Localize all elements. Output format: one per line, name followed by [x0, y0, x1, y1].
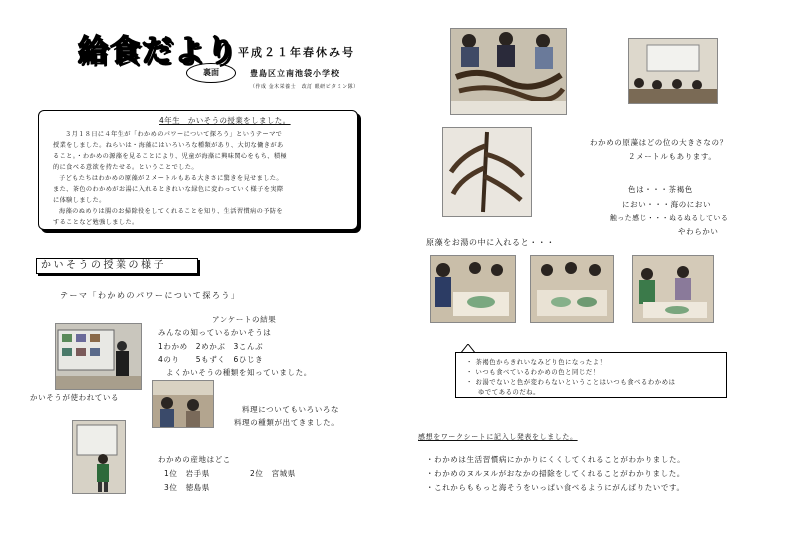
survey-note: よくかいそうの種類を知っていました。 — [166, 368, 312, 377]
note-line: ・ 茶褐色からきれいなみどり色になったよ！ — [466, 359, 607, 366]
teacher-whiteboard-photo — [55, 323, 142, 390]
intro-line: 的に食べる意欲を持たせる。ということでした。 — [53, 164, 198, 171]
feedback-line: ・これからももっと海そうをいっぱい食べるようにがんばりたいです。 — [426, 483, 685, 492]
smell-note: におい・・・海のにおい — [622, 200, 712, 209]
cooking-line: 料理についてもいろいろな — [242, 405, 340, 414]
side-label: 裏面 — [186, 63, 236, 83]
intro-line: することなど勉強しました。 — [53, 219, 139, 226]
intro-line: ること。・わかめの源藻を見ることにより、児童が海藻に興味関心をもち、積極 — [53, 153, 288, 160]
lesson-section-title: かいそうの授業の様子 — [36, 258, 198, 274]
issue-label: 平成２１年春休み号 — [238, 46, 355, 59]
school-name: 豊島区立南池袋小学校 — [250, 69, 340, 78]
note-line: ・ お湯でないと色が変わらないということはいつも食べるわかめは — [466, 379, 676, 386]
intro-line: また、茶色のわかめがお湯に入れるときれいな緑色に変わっていく様子を実際 — [53, 186, 284, 193]
worksheet-heading: 感想をワークシートに記入し発表をしました。 — [418, 433, 578, 441]
seaweed-closeup-photo — [442, 127, 532, 217]
hot-water-photo-3 — [632, 255, 714, 323]
observation-notes — [455, 352, 727, 398]
origin-title: わかめの産地はどこ — [158, 455, 231, 464]
note-line: ・ いつも食べているわかめの色と同じだ！ — [466, 369, 600, 376]
caption-used: かいそうが使われている — [30, 393, 120, 402]
children-desk-photo — [152, 380, 214, 428]
survey-row: 1わかめ 2めかぶ 3こんぶ — [158, 342, 264, 351]
origin-rank: 2位 宮城県 — [250, 469, 296, 478]
hot-water-caption: 原藻をお湯の中に入れると・・・ — [426, 238, 555, 247]
intro-line: 海藻のぬめりは腸のお掃除役をしてくれることを知り、生活習慣病の予防を — [59, 208, 283, 215]
color-note: 色は・・・茶褐色 — [628, 185, 693, 194]
note-line: ゆでてあるのだね。 — [478, 389, 541, 396]
survey-title: アンケートの結果 — [212, 315, 277, 324]
intro-line: 子どもたちはわかめの原藻が２メートルもある大きさに驚きを見せました。 — [59, 175, 283, 182]
intro-line: ３月１８日に４年生が「わかめのパワーについて探ろう」というテーマで — [65, 131, 283, 138]
classroom-photo — [628, 38, 718, 104]
soft-note: やわらかい — [678, 227, 719, 236]
origin-rank: 1位 岩手県 — [164, 469, 210, 478]
touch-note: 触った感じ・・・ぬるぬるしている — [610, 214, 729, 222]
child-presenting-photo — [72, 420, 126, 494]
size-answer: ２メートルもあります。 — [628, 152, 717, 161]
cooking-line: 料理の種類が出てきました。 — [234, 418, 340, 427]
seaweed-display-photo — [450, 28, 567, 115]
intro-line: に体験しました。 — [53, 197, 106, 204]
survey-row: 4のり 5もずく 6ひじき — [158, 355, 264, 364]
size-question: わかめの原藻はどの位の大きさなの？ — [590, 138, 728, 147]
lesson-theme: テーマ「わかめのパワーについて探ろう」 — [60, 291, 241, 300]
feedback-line: ・わかめのヌルヌルがおなかの掃除をしてくれることがわかりました。 — [426, 469, 685, 478]
origin-rank: 3位 徳島県 — [164, 483, 210, 492]
hot-water-photo-1 — [430, 255, 516, 323]
feedback-line: ・わかめは生活習慣病にかかりにくくしてくれることがわかりました。 — [426, 455, 686, 464]
hot-water-photo-2 — [530, 255, 614, 323]
intro-line: 授業をしました。ねらいは・海藻にはいろいろな種類があり、大切な働きがあ — [53, 142, 284, 149]
intro-heading: 4年生 かいそうの授業をしました。 — [159, 116, 291, 125]
authors-line: （作成 金木栄養士 改訂 眼研ビタミン隊） — [250, 84, 359, 90]
intro-box — [38, 110, 358, 230]
newsletter-title: 給食だより — [78, 34, 238, 69]
survey-intro: みんなの知っているかいそうは — [158, 328, 272, 337]
